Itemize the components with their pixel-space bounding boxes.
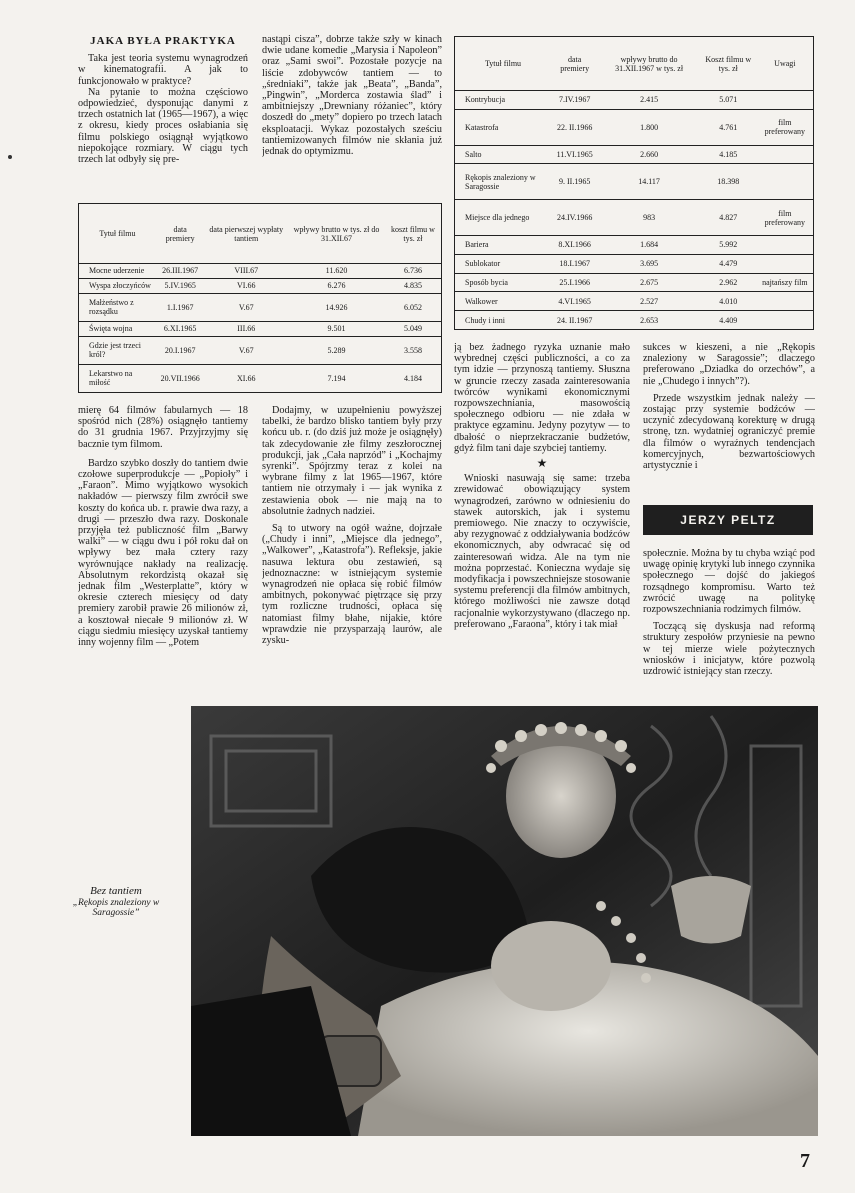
table-cell: VIII.67 [204, 264, 288, 279]
table-row [455, 273, 814, 292]
table-row [455, 235, 814, 254]
table-row [455, 145, 814, 164]
table-cell: 11.620 [288, 264, 385, 279]
table-films-without-tantiem [454, 36, 814, 330]
table-cell: 1.684 [598, 235, 700, 254]
table-header-cell: wpływy brutto w tys. zł do 31.XII.67 [293, 224, 380, 243]
table-cell: 7.IV.1967 [551, 91, 598, 110]
table-cell: Gdzie jest trzeci król? [79, 336, 156, 364]
table-cell: 11.VI.1965 [551, 145, 598, 164]
table-cell: 6.XI.1965 [156, 321, 205, 336]
table-cell: Rękopis znaleziony w Saragossie [455, 164, 551, 200]
table-cell: 5.IV.1965 [156, 278, 205, 293]
table-row [79, 321, 442, 336]
paragraph: społecznie. Można by tu chyba wziąć pod uwagę opinię krytyki lub innego czynnika społecznego — dojść do jakiegoś rozsądnego kompromisu. Warto też zwrócić uwagę na politykę rozpowszechniania rodzimych filmów. [643, 548, 815, 616]
table-cell: Lekarstwo na miłość [79, 364, 156, 392]
table-cell: 7.194 [288, 364, 385, 392]
table-cell: 4.010 [700, 292, 757, 311]
table-cell: 2.415 [598, 91, 700, 110]
table-row [455, 91, 814, 110]
table-cell: 2.527 [598, 292, 700, 311]
author-byline: JERZY PELTZ [643, 505, 813, 535]
table-cell: 24.IV.1966 [551, 200, 598, 236]
table-cell: III.66 [204, 321, 288, 336]
table-row [455, 292, 814, 311]
table-cell [757, 254, 814, 273]
table-cell: 2.653 [598, 311, 700, 330]
table-row [79, 336, 442, 364]
paragraph: sukces w kieszeni, a nie „Rękopis znaleziony w Saragossie”; dlaczego preferowano „Dziadka do orzechów”, a nie „Chudego i innych”?). [643, 342, 815, 387]
table-cell: Mocne uderzenie [79, 264, 156, 279]
paragraph: Przede wszystkim jednak należy — zostając przy systemie bodźców — uczynić zdecydowaną korekturę w drugą stronę, tzn. wydatniej ograniczyć premie dla filmów o wyraźnych tendencjach komercyjnych, bezwartościowych artystycznie i [643, 392, 815, 472]
table-row [455, 311, 814, 330]
table-row [455, 254, 814, 273]
paragraph: mierę 64 filmów fabularnych — 18 spośród nich (28%) osiągnęło tantiemy do 31 grudnia 1967. Przyjrzyjmy się bacznie tym filmom. [78, 405, 248, 450]
article-col4-top [643, 342, 815, 498]
table-cell: 1.I.1967 [156, 293, 205, 321]
article-col1-top [78, 36, 248, 196]
table-cell: 3.695 [598, 254, 700, 273]
table-cell: film preferowany [757, 109, 814, 145]
film-still-illustration [191, 706, 818, 1136]
table-cell: 2.660 [598, 145, 700, 164]
table-cell: 4.827 [700, 200, 757, 236]
table-cell: najtańszy film [757, 273, 814, 292]
table-header-cell: data premiery [165, 224, 195, 243]
table-cell [757, 292, 814, 311]
table-header-cell: Uwagi [774, 59, 796, 68]
table-header-cell: data pierwszej wypłaty tantiem [209, 224, 284, 243]
table-cell [757, 91, 814, 110]
paragraph: Dodajmy, w uzupełnieniu powyższej tabelki, że bardzo blisko tantiem były przy końcu ub. r. (do dziś już może je osiągnęły) tak zdecydowanie złe filmy zeszłorocznej produkcji, jak „Cała naprzód” i „Kochajmy syrenki”. Spójrzmy teraz z kolei na wybrane filmy z lat 1965—1967, które tantiem nie otrzymały i — jak wynika z zestawienia obok — nie mają na to absolutnie żadnych nadziei. [262, 405, 442, 517]
table-cell: 5.049 [385, 321, 442, 336]
table-header-cell: Koszt filmu w tys. zł [705, 54, 752, 73]
table-cell: Kontrybucja [455, 91, 551, 110]
table-header-row [455, 37, 814, 91]
table-cell: Chudy i inni [455, 311, 551, 330]
table-header-row [79, 204, 442, 264]
page-number: 7 [800, 1150, 810, 1172]
article-col4-bottom [643, 548, 815, 698]
table-row [79, 278, 442, 293]
table-cell: Salto [455, 145, 551, 164]
table-header-cell: wpływy brutto do 31.XII.1967 w tys. zł [615, 54, 684, 73]
table-header-cell: Tytuł filmu [484, 59, 522, 68]
table-cell: Sublokator [455, 254, 551, 273]
table-cell: 4.VI.1965 [551, 292, 598, 311]
table-row [79, 364, 442, 392]
caption-title: Bez tantiem [90, 885, 142, 897]
section-divider-star: ★ [536, 456, 548, 471]
table-cell: 5.289 [288, 336, 385, 364]
table-header-cell: koszt filmu w tys. zł [390, 224, 435, 243]
table-cell: 22. II.1966 [551, 109, 598, 145]
table-cell: 2.962 [700, 273, 757, 292]
table-cell [757, 311, 814, 330]
table-header-cell: Tytuł filmu [99, 229, 136, 238]
article-col2-top [262, 34, 442, 196]
table-row [79, 293, 442, 321]
table-row [455, 109, 814, 145]
table-films-with-tantiem [78, 203, 442, 393]
table-cell: 14.926 [288, 293, 385, 321]
paragraph: Taka jest teoria systemu wynagrodzeń w kinematografii. A jak to funkcjonowało w praktyce? [78, 53, 248, 87]
table-cell: Sposób bycia [455, 273, 551, 292]
table-cell: 6.736 [385, 264, 442, 279]
table-cell: VI.66 [204, 278, 288, 293]
table-cell: 3.558 [385, 336, 442, 364]
table-cell: 14.117 [598, 164, 700, 200]
article-col2-bottom [262, 405, 442, 695]
table-cell: film preferowany [757, 200, 814, 236]
article-col3-bottom [454, 342, 630, 695]
table-cell [757, 164, 814, 200]
table-row [79, 264, 442, 279]
paragraph: Są to utwory na ogół ważne, dojrzałe („Chudy i inni”, „Miejsce dla jednego”, „Walkower”, „Katastrofa”). Refleksje, jakie nasuwa lektura obu zestawień, są jednoznaczne: w istniejącym systemie wynagrodzeń nie opłaca się robić filmów ambitnych, pokonywać piętrzące się przy tym rozliczne trudności, opłaca się natomiast filmy błahe, nijakie, które wprawdzie nie przysparzają laurów, ale zysku- [262, 523, 442, 647]
table-cell: Święta wojna [79, 321, 156, 336]
table-header-cell: data premiery [560, 54, 590, 73]
film-still-photo [191, 706, 818, 1136]
paragraph: Bardzo szybko doszły do tantiem dwie czołowe superprodukcje — „Popioły” i „Faraon”. Mimo wyjątkowo wysokich nakładów — pierwszy film zwrócił swe koszty do końca ub. r. prawie dwa razy, a drugi — przeszło dwa razy. Doskonale przyjęła też publiczność film „Barwy walki” — w ciągu dwu i pół roku dał on wpływy bez mała cztery razy wyrównujące nakłady na realizację. Absolutnym rekordzistą okazał się jednak film „Westerplatte”, który w okresie czterech miesięcy od daty premiery zarobił prawie 26 milionów zł, a kosztował niecałe 9 milionów zł. W ciągu siedmiu miesięcy uzyskał tantiemy inny wojenny film — „Potem [78, 457, 248, 649]
article-heading: JAKA BYŁA PRAKTYKA [90, 36, 236, 47]
table-cell: 2.675 [598, 273, 700, 292]
table-cell: 18.I.1967 [551, 254, 598, 273]
table-cell: Walkower [455, 292, 551, 311]
table-row [455, 200, 814, 236]
table-cell: 8.XI.1966 [551, 235, 598, 254]
table-cell: 25.I.1966 [551, 273, 598, 292]
table-cell [757, 235, 814, 254]
paragraph: Wnioski nasuwają się same: trzeba zrewidować obowiązujący system wynagrodzeń, zarówno w odniesieniu do stawek autorskich, jak i systemu premiowego. Nie znaczy to oczywiście, aby rezygnować z oddziaływania bodźców ekonomicznych, aby odwracać się od zainteresowań widza. Ale na tym nie można poprzestać. Konieczna wydaje się modyfikacja i powszechniejsze stosowanie systemu preferencji dla filmów ambitnych, którego możliwości nie zawsze dotąd racjonalnie wykorzystywano (dlaczego np. preferowano „Faraona”, który i tak miał [454, 473, 630, 630]
paragraph: ją bez żadnego ryzyka uznanie mało wybrednej części publiczności, a co za tym idzie — przynoszą tantiemy. Słuszna w gruncie rzeczy zasada zainteresowania twórców wynikami ekonomicznymi rozpowszechniania, masowością społecznego odbioru — nie zdała w praktyce egzaminu. Jedyny pozytyw — to dbałość o nieprzekraczanie budżetów, gdyż film tani daje szybciej tantiemy. [454, 342, 630, 454]
table-cell: XI.66 [204, 364, 288, 392]
table-cell: 4.479 [700, 254, 757, 273]
table-cell: 1.800 [598, 109, 700, 145]
table-cell: Bariera [455, 235, 551, 254]
caption-subtitle: „Rękopis znaleziony w Saragossie” [72, 898, 160, 918]
margin-dot [8, 155, 12, 159]
paragraph: nastąpi cisza”, dobrze także szły w kinach dwie udane komedie „Marysia i Napoleon” oraz „Sami swoi”. Pozostałe pozycje na liście zdobywców tantiem — to „średniaki”, także jak „Beata”, „Banda”, „Pingwin”, „Morderca zostawia ślad” i ambitniejszy „Drewniany różaniec”, który doszedł do „mety” dopiero po trzech latach eksploatacji. Wykaz pozostałych sześciu tantiemizowanych filmów nie skłania już jednak do optymizmu. [262, 34, 442, 158]
table-cell: 20.VII.1966 [156, 364, 205, 392]
table-cell [757, 145, 814, 164]
table-cell: 983 [598, 200, 700, 236]
table-cell: 4.761 [700, 109, 757, 145]
photo-caption [56, 886, 176, 918]
table-row [455, 164, 814, 200]
table-cell: 24. II.1967 [551, 311, 598, 330]
table-cell: 5.992 [700, 235, 757, 254]
table-cell: Miejsce dla jednego [455, 200, 551, 236]
article-col1-bottom [78, 405, 248, 695]
table-cell: V.67 [204, 336, 288, 364]
table-cell: 9. II.1965 [551, 164, 598, 200]
table-cell: Katastrofa [455, 109, 551, 145]
table-cell: 4.835 [385, 278, 442, 293]
table-cell: 9.501 [288, 321, 385, 336]
table-cell: 18.398 [700, 164, 757, 200]
paragraph: Na pytanie to można częściowo odpowiedzieć, dysponując danymi z trzech ostatnich lat (1965—1967), a więc z okresu, kiedy proces osłabiania się filmu polskiego osiągnął wyjątkowo niepokojące rozmiary. W ciągu tych trzech lat odbyły się pre- [78, 86, 248, 166]
table-cell: Małżeństwo z rozsądku [79, 293, 156, 321]
table-cell: 4.409 [700, 311, 757, 330]
table-cell: 20.I.1967 [156, 336, 205, 364]
table-cell: 4.184 [385, 364, 442, 392]
table-cell: V.67 [204, 293, 288, 321]
table-cell: 5.071 [700, 91, 757, 110]
table-cell: 6.052 [385, 293, 442, 321]
table-cell: Wyspa złoczyńców [79, 278, 156, 293]
table-cell: 26.III.1967 [156, 264, 205, 279]
paragraph: Toczącą się dyskusja nad reformą struktury zespołów przyniesie na pewno w tej mierze wiele pożytecznych wniosków i inicjatyw, które pozwolą uzdrowić istniejący stan rzeczy. [643, 621, 815, 678]
table-cell: 6.276 [288, 278, 385, 293]
table-cell: 4.185 [700, 145, 757, 164]
